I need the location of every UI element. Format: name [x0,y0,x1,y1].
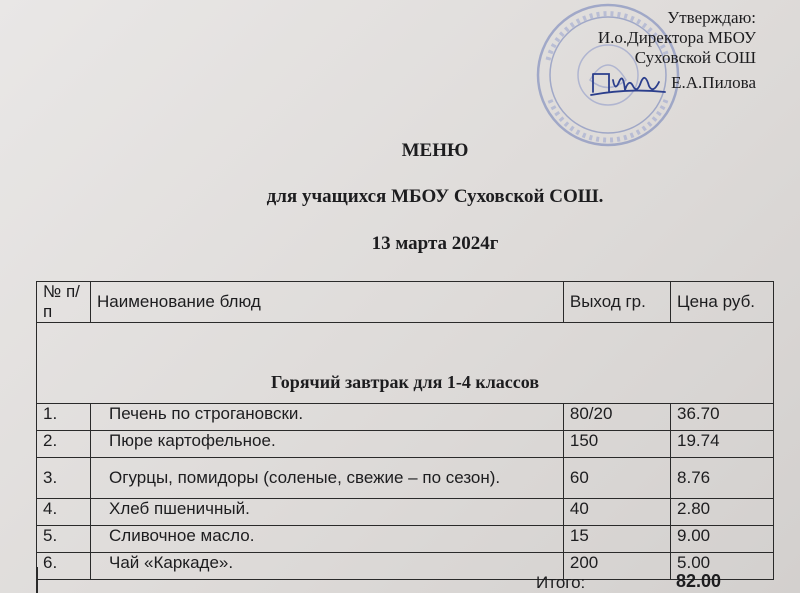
row-output: 200 [563,553,670,580]
row-output: 15 [563,526,670,553]
table-row [37,553,774,580]
row-name: Хлеб пшеничный. [91,499,564,526]
table-row [37,431,774,458]
table-row [37,458,774,499]
row-output: 60 [563,458,670,499]
row-output: 150 [563,431,670,458]
row-name: Огурцы, помидоры (соленые, свежие – по сезон). [91,458,564,499]
signer-name: Е.А.Пилова [671,73,756,92]
row-num: 3. [37,458,91,499]
approval-line-1: Утверждаю: [667,8,756,27]
section-row [37,323,774,404]
row-name: Чай «Каркаде». [91,553,564,580]
table-bottom-border [36,567,38,593]
handwritten-signature-icon [589,68,667,98]
row-name: Пюре картофельное. [91,431,564,458]
approval-line-2: И.о.Директора МБОУ [597,28,756,47]
row-price: 5.00 [671,553,774,580]
row-num: 1. [37,404,91,431]
row-output: 40 [563,499,670,526]
header-output: Выход гр. [563,282,670,323]
table-row [37,499,774,526]
row-num: 2. [37,431,91,458]
row-price: 2.80 [671,499,774,526]
table-row [37,404,774,431]
signature-line [589,68,756,98]
document-title: МЕНЮ [401,140,469,161]
row-price: 19.74 [671,431,774,458]
total-value: 82.00 [676,571,722,591]
document-subtitle: для учащихся МБОУ Суховской СОШ. [266,186,604,207]
row-name: Печень по строгановски. [91,404,564,431]
row-price: 8.76 [671,458,774,499]
row-num: 6. [37,553,91,580]
row-output: 80/20 [563,404,670,431]
row-num: 4. [37,499,91,526]
menu-table [36,281,774,580]
approval-line-3: Суховской СОШ [634,48,756,67]
table-row [37,526,774,553]
header-price: Цена руб. [671,282,774,323]
row-name: Сливочное масло. [91,526,564,553]
table-header-row [37,282,774,323]
document-date: 13 марта 2024г [371,233,499,254]
header-name: Наименование блюд [91,282,564,323]
row-price: 9.00 [671,526,774,553]
section-title: Горячий завтрак для 1-4 классов [37,323,774,404]
total-label: Итого: [536,573,586,592]
row-price: 36.70 [671,404,774,431]
row-num: 5. [37,526,91,553]
approval-block [589,8,756,98]
header-num: № п/п [37,282,91,323]
